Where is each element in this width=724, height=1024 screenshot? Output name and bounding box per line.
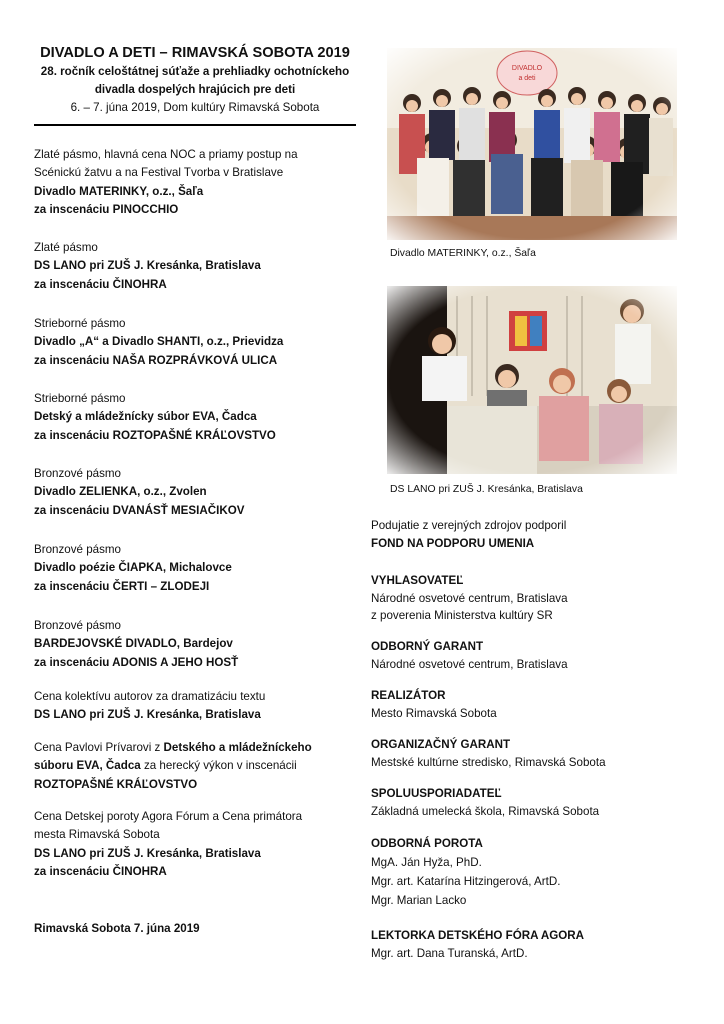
support-text: Podujatie z verejných zdrojov podporil: [371, 519, 567, 532]
award-production: za inscenáciu NAŠA ROZPRÁVKOVÁ ULICA: [34, 353, 278, 367]
header-divider: [34, 124, 356, 126]
award-ensemble: Detského a mládežníckeho: [163, 741, 312, 754]
award-bardejov: [34, 617, 344, 672]
section-heading: REALIZÁTOR: [371, 689, 446, 702]
section-lektorka: [371, 927, 691, 962]
award-category-cont: mesta Rimavská Sobota: [34, 828, 160, 842]
award-category: Zlaté pásmo: [34, 241, 98, 254]
award-category-cont: Scénickú žatvu a na Festival Tvorba v Bratislave: [34, 166, 284, 180]
section-odborna-porota: [371, 834, 691, 910]
section-heading: ORGANIZAČNÝ GARANT: [371, 738, 511, 751]
award-pavol-privara: [34, 739, 344, 794]
festival-date-venue: 6. – 7. júna 2019, Dom kultúry Rimavská Sobota: [70, 101, 320, 114]
award-category: Strieborné pásmo: [34, 392, 126, 405]
award-ensemble: Divadlo „A“ a Divadlo SHANTI, o.z., Prievidza: [34, 335, 284, 349]
award-production: za inscenáciu ČINOHRA: [34, 865, 167, 879]
award-ensemble: Divadlo ZELIENKA, o.z., Zvolen: [34, 485, 207, 499]
award-ciapka: [34, 541, 344, 596]
award-dramatization: [34, 688, 344, 725]
jury-member: Mgr. art. Katarína Hitzingerová, ArtD.: [371, 875, 561, 888]
award-production: za inscenáciu ČINOHRA: [34, 277, 167, 291]
photo-caption-materinky: Divadlo MATERINKY, o.z., Šaľa: [390, 248, 536, 259]
section-line: Základná umelecká škola, Rimavská Sobota: [371, 804, 600, 818]
section-line: z poverenia Ministerstva kultúry SR: [371, 609, 553, 622]
award-ensemble-cont: súboru EVA, Čadca: [34, 759, 141, 773]
festival-subtitle-line-1: 28. ročník celoštátnej súťaže a prehliadky ochotníckeho: [40, 65, 350, 78]
award-zelienka: [34, 465, 344, 520]
award-text: Cena Pavlovi Prívarovi z: [34, 741, 164, 754]
photo-caption-lano: DS LANO pri ZUŠ J. Kresánka, Bratislava: [390, 484, 583, 495]
award-ensemble: Detský a mládežnícky súbor EVA, Čadca: [34, 410, 257, 424]
jury-member: MgA. Ján Hyža, PhD.: [371, 856, 482, 869]
section-spoluusporiadatel: [371, 785, 691, 820]
award-eva: [34, 390, 344, 445]
section-heading: LEKTORKA DETSKÉHO FÓRA AGORA: [371, 929, 584, 942]
award-production: za inscenáciu ROZTOPAŠNÉ KRÁĽOVSTVO: [34, 428, 276, 442]
section-heading: VYHLASOVATEĽ: [371, 574, 464, 587]
support-block: [371, 517, 691, 552]
award-ensemble: Divadlo poézie ČIAPKA, Michalovce: [34, 561, 232, 575]
festival-title: DIVADLO A DETI – RIMAVSKÁ SOBOTA 2019: [40, 45, 350, 61]
award-category: Bronzové pásmo: [34, 467, 121, 480]
place-date-signature: Rimavská Sobota 7. júna 2019: [34, 922, 200, 935]
award-ensemble: DS LANO pri ZUŠ J. Kresánka, Bratislava: [34, 846, 261, 860]
award-shanti: [34, 315, 344, 370]
award-production: za inscenáciu ADONIS A JEHO HOSŤ: [34, 655, 239, 669]
award-category: Cena Detskej poroty Agora Fórum a Cena primátora: [34, 810, 303, 823]
award-category: Bronzové pásmo: [34, 543, 121, 556]
group-photo-illustration: [387, 48, 677, 240]
section-realizator: [371, 687, 691, 722]
section-odborny-garant: [371, 638, 691, 673]
award-category: Bronzové pásmo: [34, 619, 121, 632]
award-category: Strieborné pásmo: [34, 317, 126, 330]
section-line: Národné osvetové centrum, Bratislava: [371, 591, 568, 605]
stage-photo-lano: [387, 286, 677, 474]
section-heading: ODBORNÝ GARANT: [371, 640, 484, 653]
award-category: Cena kolektívu autorov za dramatizáciu textu: [34, 690, 266, 703]
award-ensemble: BARDEJOVSKÉ DIVADLO, Bardejov: [34, 637, 233, 651]
section-organizacny-garant: [371, 736, 691, 771]
award-materinky: [34, 146, 344, 220]
section-line: Mesto Rimavská Sobota: [371, 706, 497, 720]
section-line: Mgr. art. Dana Turanská, ArtD.: [371, 946, 528, 960]
award-text-cont: za herecký výkon v inscenácii: [140, 759, 297, 773]
section-heading: ODBORNÁ POROTA: [371, 837, 483, 850]
document-header: [34, 44, 356, 117]
festival-subtitle-line-2: divadla dospelých hrajúcich pre deti: [94, 83, 296, 96]
award-agora: [34, 808, 344, 882]
award-production: za inscenáciu DVANÁSŤ MESIAČIKOV: [34, 503, 245, 517]
award-ensemble: DS LANO pri ZUŠ J. Kresánka, Bratislava: [34, 259, 261, 273]
award-ensemble: DS LANO pri ZUŠ J. Kresánka, Bratislava: [34, 708, 261, 722]
award-production: ROZTOPAŠNÉ KRÁĽOVSTVO: [34, 777, 198, 791]
section-line: Národné osvetové centrum, Bratislava: [371, 657, 568, 671]
award-production: za inscenáciu ČERTI – ZLODEJI: [34, 579, 210, 593]
section-vyhlasovatel: [371, 572, 691, 625]
support-fund: FOND NA PODPORU UMENIA: [371, 536, 535, 550]
jury-member: Mgr. Marian Lacko: [371, 894, 467, 907]
stage-photo-illustration: [387, 286, 677, 474]
award-lano-gold: [34, 239, 344, 294]
award-category: Zlaté pásmo, hlavná cena NOC a priamy postup na: [34, 148, 298, 161]
section-line: Mestské kultúrne stredisko, Rimavská Sobota: [371, 755, 606, 769]
award-production: za inscenáciu PINOCCHIO: [34, 203, 179, 217]
section-heading: SPOLUUSPORIADATEĽ: [371, 787, 502, 800]
award-ensemble: Divadlo MATERINKY, o.z., Šaľa: [34, 184, 204, 198]
group-photo-materinky: [387, 48, 677, 240]
